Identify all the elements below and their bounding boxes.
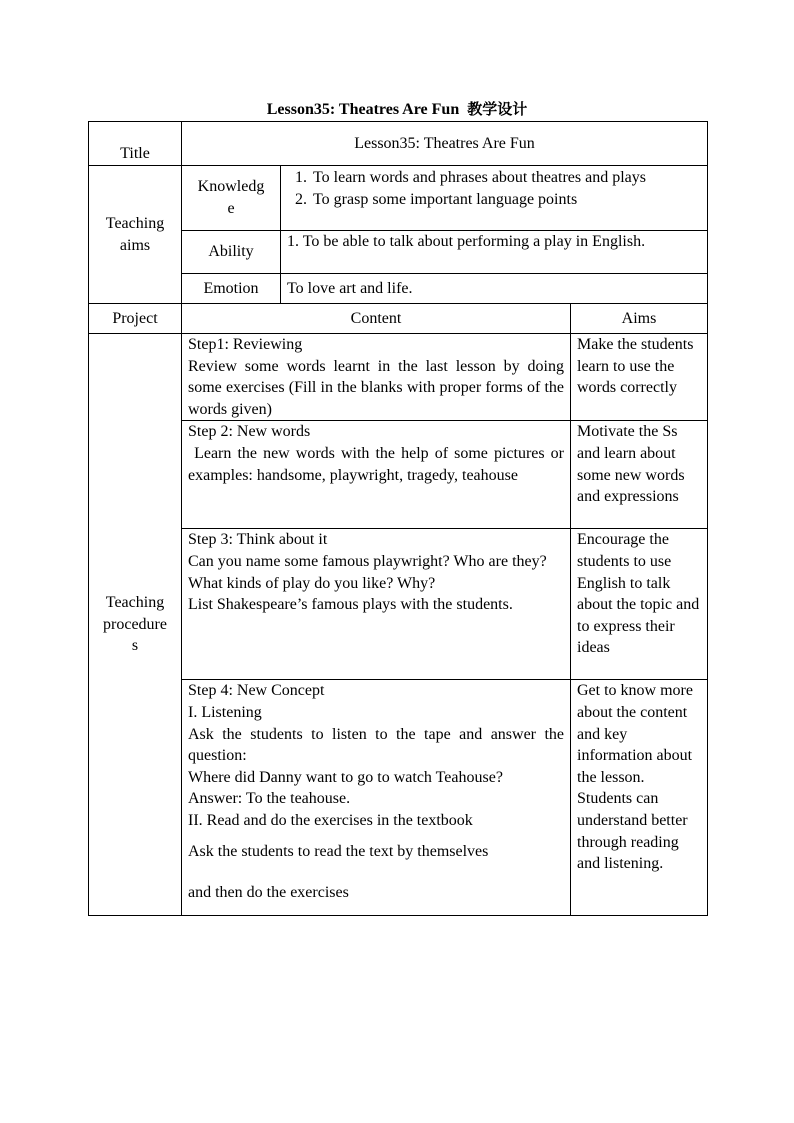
step3-aim: Encourage the students to use English to talk about the topic and to express their ideas <box>571 529 708 680</box>
step-row <box>89 529 708 680</box>
step4-line: and then do the exercises <box>188 884 349 902</box>
header-project: Project <box>89 304 182 334</box>
step4-line: Answer: To the teahouse. <box>188 790 351 808</box>
header-content: Content <box>182 304 571 334</box>
step1-heading: Step1: Reviewing <box>188 336 303 353</box>
teaching-aims-label <box>89 166 182 304</box>
document-title-en: Lesson35: Theatres Are Fun <box>266 101 460 118</box>
step2-content <box>182 421 571 529</box>
emotion-label: Emotion <box>182 274 281 304</box>
ability-label: Ability <box>182 231 281 274</box>
step4-aim: Get to know more about the content and key information about the lesson. Students can understand better through reading and listening. <box>571 680 708 916</box>
document-title-cn: 教学设计 <box>467 100 528 118</box>
step2-body: Learn the new words with the help of some pictures or examples: handsome, playwright, tragedy, teahouse <box>188 444 569 484</box>
step3-heading: Step 3: Think about it <box>188 531 328 549</box>
step3-line: Can you name some famous playwright? Who are they? <box>188 552 547 570</box>
knowledge-row <box>89 166 708 231</box>
document-title <box>0 98 794 119</box>
teaching-aims-label-line2: aims <box>119 236 151 254</box>
teaching-aims-label-line1: Teaching <box>105 214 165 232</box>
procedures-label-line1: Teaching <box>105 594 165 612</box>
step4-line: II. Read and do the exercises in the textbook <box>188 811 473 829</box>
knowledge-list <box>287 167 701 210</box>
emotion-content: To love art and life. <box>281 274 708 304</box>
knowledge-content <box>281 166 708 231</box>
step2-aim: Motivate the Ss and learn about some new words and expressions <box>571 421 708 529</box>
step4-line: Ask the students to listen to the tape and answer the question: <box>188 725 564 765</box>
lesson-plan-table <box>88 121 708 916</box>
knowledge-label-line1: Knowledg <box>197 178 265 196</box>
knowledge-label <box>182 166 281 231</box>
teaching-procedures-label <box>89 334 182 916</box>
step1-body: Review some words learnt in the last lesson by doing some exercises (Fill in the blanks with proper forms of the words given) <box>188 357 564 418</box>
title-value <box>182 122 708 166</box>
ability-row <box>89 231 708 274</box>
procedures-label-line3: s <box>131 637 139 655</box>
knowledge-item: 1. To learn words and phrases about theatres and plays <box>311 167 701 189</box>
ability-content: 1. To be able to talk about performing a play in English. <box>281 231 708 274</box>
step-row <box>89 421 708 529</box>
emotion-row <box>89 274 708 304</box>
title-value-text: Lesson35: Theatres Are Fun <box>354 134 535 152</box>
step3-line: What kinds of play do you like? Why? <box>188 574 436 592</box>
procedure-header-row <box>89 304 708 334</box>
step3-line: List Shakespeare’s famous plays with the students. <box>188 596 513 614</box>
step1-content <box>182 334 571 421</box>
knowledge-item: 2. To grasp some important language points <box>311 189 701 211</box>
title-label <box>89 122 182 166</box>
procedures-label-line2: procedure <box>103 615 167 633</box>
step3-content <box>182 529 571 680</box>
step1-aim: Make the students learn to use the words correctly <box>571 334 708 421</box>
step4-line: Where did Danny want to go to watch Teahouse? <box>188 768 503 786</box>
step4-heading: Step 4: New Concept <box>188 682 325 700</box>
step-row <box>89 680 708 916</box>
step4-content <box>182 680 571 916</box>
step-row <box>89 334 708 421</box>
title-label-text: Title <box>120 145 150 163</box>
knowledge-label-line2: e <box>227 200 235 217</box>
step4-line: Ask the students to read the text by themselves <box>188 842 489 860</box>
step2-heading: Step 2: New words <box>188 423 311 441</box>
step4-line: I. Listening <box>188 703 262 721</box>
header-aims: Aims <box>571 304 708 334</box>
title-row <box>89 122 708 166</box>
